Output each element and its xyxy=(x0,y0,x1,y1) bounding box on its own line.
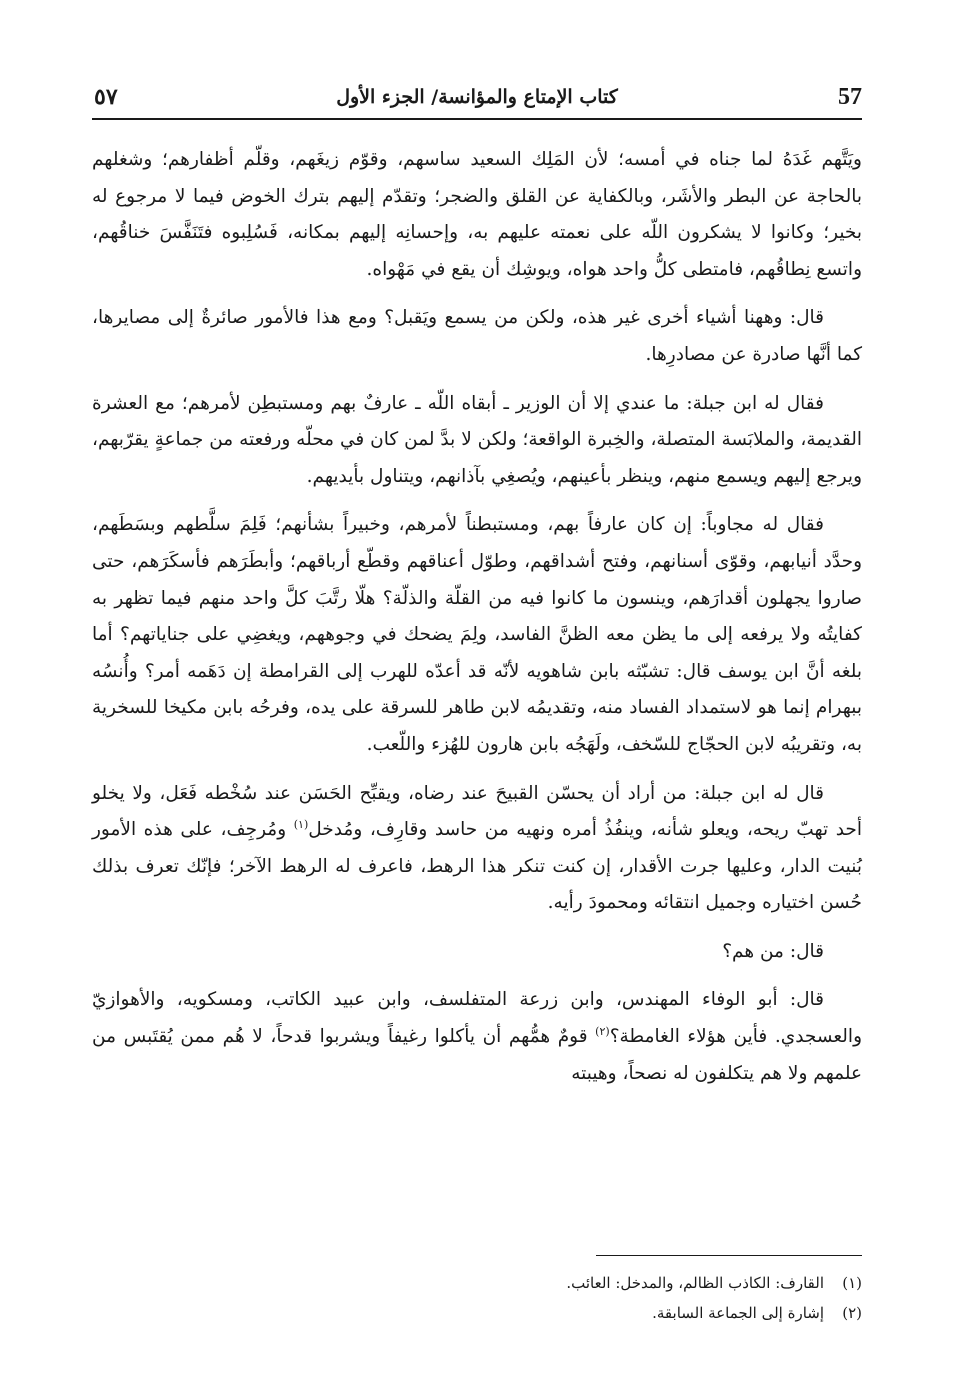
paragraph: قال: أبو الوفاء المهندس، وابن زرعة المتفلسف، وابن عبيد الكاتب، ومسكويه، والأهوازيّ والعسجدي. فأين هؤلاء الغامطة؟$^{(٢)}$ قومٌ همُّهم أن يأكلوا رغيفاً ويشربوا قدحاً، لا هُم ممن يُقتَبس من علمهم ولا هم يتكلفون له نصحاً، وهيبته xyxy=(92,989,862,1084)
footnote-text: إشارة إلى الجماعة السابقة. xyxy=(652,1304,824,1322)
paragraph: فقال له ابن جبلة: ما عندي إلا أن الوزير ـ أبقاه اللّه ـ عارفٌ بهم ومستبطِن لأمرهم؛ مع العشرة القديمة، والملابَسة المتصلة، والخِبرة الواقعة؛ ولكن لا بدَّ لمن كان في محلّه ورفعته من جماعةٍ يقرّبهم، ويرجع إليهم ويسمع منهم، وينظر بأعينهم، ويُصغِي بآذانهم، ويتناول بأيديهم. xyxy=(92,392,862,487)
footnotes xyxy=(92,1268,862,1328)
page-number-arabic: ٥٧ xyxy=(94,84,118,110)
paragraph: فقال له مجاوباً: إن كان عارفاً بهم، ومستبطناً لأمرهم، وخبيراً بشأنهم؛ فَلِمَ سلَّطهم وبسَطَهم، وحدَّد أنيابهم، وقوّى أسنانهم، وفتح أشداقهم، وطوّل أعناقهم وقطّع أرباقهم؛ وأبطَرَهم فأسكَرَهم، حتى صاروا يجهلون أقدارَهم، وينسون ما كانوا فيه من القلّة والذلّة؟ هلّا رتَّبَ كلَّ واحد منهم فيما تظهر به كفايتُه ولا يرفعه إلى ما يظن معه الظنَّ الفاسد، ولِمَ يضحك في وجوههم، ويغضِي على جناياتهم؟ أما بلغه أنَّ ابن يوسف قال: تشبّثه بابن شاهويه لأنّه قد أعدّه للهرب إلى القرامطة إن دَهَمه أمر؟ وأُنسُه ببهرام إنما هو لاستمداد الفساد منه، وتقديمُه لابن طاهر للسرقة على يده، وفرحُه بابن مكيخا للسخرية به، وتقريبُه لابن الحجّاج للسّخف، ولَهَجُه بابن هارون للهُزء واللّعب. xyxy=(92,514,862,755)
paragraph: قال: وههنا أشياء أخرى غير هذه، ولكن من يسمع ويَقبل؟ ومع هذا فالأمور صائرةٌ إلى مصايرها، كما أنَّها صادرة عن مصادرِها. xyxy=(92,307,862,365)
running-title: كتاب الإمتاع والمؤانسة/ الجزء الأول xyxy=(336,86,618,108)
body-text xyxy=(92,142,862,1104)
paragraph: قال له ابن جبلة: من أراد أن يحسّن القبيحَ عند رضاه، ويقبِّح الحَسَن عند سُخْطه فَعَل، ولا يخلو أحد تهبّ ريحه، ويعلو شأنه، وينفُذُ أمره ونهيه من حاسد وقارِف، ومُدخل$^{(١)}$ ومُرجِف، على هذه الأمور بُنيت الدار، وعليها جرت الأقدار، إن كنت تنكر هذا الرهط، فاعرف له الرهط الآخر؛ فإنّك تعرف بذلك حُسن اختياره وجميل انتقائه ومحمودَ رأيه. xyxy=(92,782,862,914)
footnote-mark: (٢) xyxy=(842,1304,862,1322)
footnote-reference: (١) xyxy=(293,817,309,831)
footnote-reference: (٢) xyxy=(595,1024,610,1038)
page-header xyxy=(92,80,862,120)
footnote-mark: (١) xyxy=(842,1274,862,1292)
footnote-separator xyxy=(596,1255,862,1256)
footnote-text: القارف: الكاذب الظالم، والمدخل: العائب. xyxy=(566,1274,824,1292)
footnote xyxy=(92,1298,862,1328)
footnote xyxy=(92,1268,862,1298)
paragraph: ويَتَّهم غَدَهُ لما جناه في أمسه؛ لأن المَلِك السعيد ساسهم، وقوّم زيغَهم، وقلّم أظفارهم؛ وشغلهم بالحاجة عن البطر والأشَر، وبالكفاية عن القلق والضجر؛ وتقدّم إليهم بترك الخوض فيما لا مرجوع له بخير؛ وكانوا لا يشكرون اللّه على نعمته عليهم به، وإحسانِه إليهم بمكانه، فَسُلِبوه فتَنَفَّسَ خناقُهم، واتسع نِطاقُهم، فامتطى كلُّ واحد هواه، ويوشِك أن يقع في مَهْواه. xyxy=(92,149,862,280)
paragraph: قال: من هم؟ xyxy=(722,940,824,962)
page-number-latin: 57 xyxy=(838,84,862,110)
